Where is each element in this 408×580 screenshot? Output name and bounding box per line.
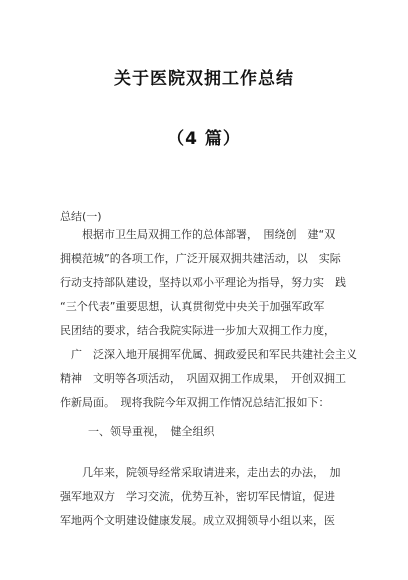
paragraph-line: 强军地双方 学习交流，优势互补，密切军民情谊，促进 xyxy=(60,490,335,503)
paragraph-line: 精神 文明等各项活动， 巩固双拥工作成果， 开创双拥工 xyxy=(60,372,346,385)
paragraph-line: 几年来，院领导经常采取请进来，走出去的办法， 加 xyxy=(60,466,341,479)
paragraph-line: 民团结的要求，结合我院实际进一步加大双拥工作力度， xyxy=(60,324,335,337)
document-subtitle: （4 篇） xyxy=(167,129,241,149)
paragraph-line: 根据市卫生局双拥工作的总体部署， 围绕创 建“双 xyxy=(60,228,336,241)
paragraph-2 xyxy=(60,461,356,533)
paragraph-line: 广 泛深入地开展拥军优属、拥政爱民和军民共建社会主义 xyxy=(60,348,357,361)
section-heading: 一、领导重视， 健全组织 xyxy=(88,425,215,438)
paragraph-line: “三个代表”重要思想，认真贯彻党中央关于加强军政军 xyxy=(60,300,325,313)
paragraph-line: 作新局面。 现将我院今年双拥工作情况总结汇报如下： xyxy=(60,396,330,409)
document-title: 关于医院双拥工作总结 xyxy=(114,69,294,89)
paragraph-line: 拥模范城”的各项工作，广泛开展双拥共建活动，以 实际 xyxy=(60,252,341,265)
paragraph-line: 军地两个文明建设健康发展。成立双拥领导小组以来，医 xyxy=(60,514,335,527)
paragraph-line: 行动支持部队建设，坚持以邓小平理论为指导，努力实 践 xyxy=(60,276,346,289)
paragraph-1 xyxy=(60,223,356,415)
section-label: 总结(一) xyxy=(60,210,102,223)
